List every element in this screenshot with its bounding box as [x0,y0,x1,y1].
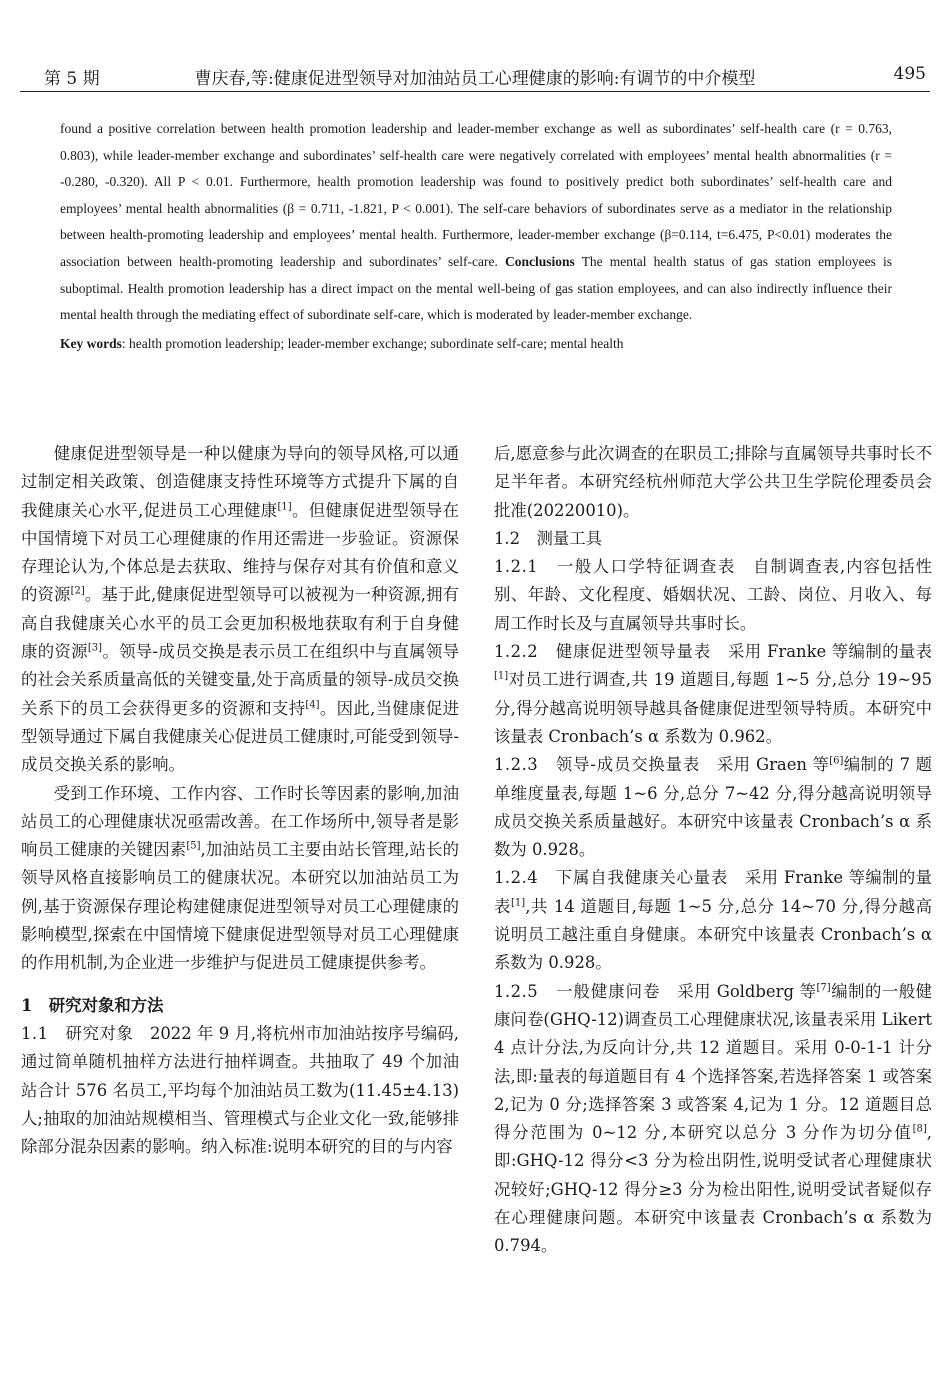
citation: [1] [277,501,292,513]
subsection-label: 1.1 研究对象 [21,1023,134,1043]
right-column [494,440,932,1261]
subsection-1-2-4: 1.2.4 下属自我健康关心量表 采用 Franke 等编制的量表[1],共 14 道题目,每题 1~5 分,总分 14~70 分,得分越高说明员工越注重自身健康。本研究中该量表 Cronbach’s α 系数为 0.928。 [494,868,932,973]
citation: [7] [816,982,831,994]
citation: [8] [912,1123,927,1135]
running-header [20,58,930,92]
subsection-label: 1.2.1 一般人口学特征调查表 [494,557,736,577]
subsection-label: 1.2.3 领导-成员交换量表 [494,755,701,775]
citation: [4] [305,699,320,711]
continued-paragraph: 后,愿意参与此次调查的在职员工;排除与直属领导共事时长不足半年者。本研究经杭州师范大学公共卫生学院伦理委员会批准(20220010)。 [494,444,932,520]
header-rule [20,91,930,92]
left-column [21,440,459,1161]
page-number: 495 [893,64,926,84]
subsection-1-2-1: 1.2.1 一般人口学特征调查表 自制调查表,内容包括性别、年龄、文化程度、婚姻状况、工龄、岗位、月收入、每周工作时长及与直属领导共事时长。 [494,557,932,633]
abstract-conclusions-text: The mental health status of gas station employees is suboptimal. Health promotion leadership has a direct impact on the mental well-being of gas station employees, and can also indirectly influence their mental health through the mediating effect of subordinate self-care, which is moderated by leader-member exchange. [60,253,893,323]
keywords-label: Key words [60,335,122,351]
citation: [5] [186,840,201,852]
subsection-1-2-5: 1.2.5 一般健康问卷 采用 Goldberg 等[7]编制的一般健康问卷(GHQ-12)调查员工心理健康状况,该量表采用 Likert 4 点计分法,为反向计分,共 12 道题目。采用 0-0-1-1 计分法,即:量表的每道题目有 4 个选择答案,若选择答案 1 或答案 2,记为 0 分;选择答案 3 或答案 4,记为 1 分。12 道题目总得分范围为 0~12 分,本研究以总分 3 分作为切分值[8],即:GHQ-12 得分<3 分为检出阴性,说明受试者心理健康状况较好;GHQ-12 得分≥3 分为检出阳性,说明受试者疑似存在心理健康问题。本研究中该量表 Cronbach’s α 系数为 0.794。 [494,981,932,1256]
citation: [1] [511,897,526,909]
intro-paragraph-1: 健康促进型领导是一种以健康为导向的领导风格,可以通过制定相关政策、创造健康支持性环境等方式提升下属的自我健康关心水平,促进员工心理健康[1]。但健康促进型领导在中国情境下对员工心理健康的作用还需进一步验证。资源保存理论认为,个体总是去获取、维持与保存对其有价值和意义的资源[2]。基于此,健康促进型领导可以被视为一种资源,拥有高自我健康关心水平的员工会更加积极地获取有利于自身健康的资源[3]。领导-成员交换是表示员工在组织中与直属领导的社会关系质量高低的关键变量,处于高质量的领导-成员交换关系下的员工会获得更多的资源和支持[4]。因此,当健康促进型领导通过下属自我健康关心促进员工健康时,可能受到领导-成员交换关系的影响。 [21,444,459,775]
conclusions-label: Conclusions [505,253,575,269]
abstract-results-text: found a positive correlation between health promotion leadership and leader-member exchange as well as subordinates’ self-health care (r = 0.763, 0.803), while leader-member exchange and subordinates’ self-health care were negatively correlated with employees’ mental health abnormalities (r = -0.280, -0.320). All P < 0.01. Furthermore, health promotion leadership was found to positively predict both subordinates’ self-health care and employees’ mental health abnormalities (β = 0.711, -1.821, P < 0.001). The self-care behaviors of subordinates serve as a mediator in the relationship between health-promoting leadership and employees’ mental health. Furthermore, leader-member exchange (β=0.114, t=6.475, P<0.01) moderates the association between health-promoting leadership and subordinates’ self-care. [60,121,892,269]
keywords [60,331,892,358]
subsection-1-2-2: 1.2.2 健康促进型领导量表 采用 Franke 等编制的量表[1]对员工进行调查,共 19 道题目,每题 1~5 分,总分 19~95 分,得分越高说明领导越具备健康促进型领导特质。本研究中该量表 Cronbach’s α 系数为 0.962。 [494,642,932,746]
citation: [2] [70,586,85,598]
citation: [6] [829,755,844,767]
issue-number: 第 5 期 [44,69,100,89]
subsection-heading: 1.2 测量工具 [494,528,603,548]
abstract-body [60,116,892,329]
english-abstract [60,116,892,357]
subsection-1-1: 1.1 研究对象 2022 年 9 月,将杭州市加油站按序号编码,通过简单随机抽样方法进行抽样调查。共抽取了 49 个加油站合计 576 名员工,平均每个加油站员工数为(11.45±4.13)人;抽取的加油站规模相当、管理模式与企业文化一致,能够排除部分混杂因素的影响。纳入标准:说明本研究的目的与内容 [21,1023,459,1157]
running-title: 曹庆春,等:健康促进型领导对加油站员工心理健康的影响:有调节的中介模型 [194,69,756,89]
citation: [1] [494,670,509,682]
intro-paragraph-2: 受到工作环境、工作内容、工作时长等因素的影响,加油站员工的心理健康状况亟需改善。在工作场所中,领导者是影响员工健康的关键因素[5],加油站员工主要由站长管理,站长的领导风格直接影响员工的健康状况。本研究以加油站员工为例,基于资源保存理论构建健康促进型领导对员工心理健康的影响模型,探索在中国情境下健康促进型领导对员工心理健康的作用机制,为企业进一步维护与促进员工健康提供参考。 [21,783,460,973]
subsection-1-2-3: 1.2.3 领导-成员交换量表 采用 Graen 等[6]编制的 7 题单维度量表,每题 1~6 分,总分 7~42 分,得分越高说明领导成员交换关系质量越好。本研究中该量表 Cronbach’s α 系数为 0.928。 [494,755,932,860]
subsection-label: 1.2.5 一般健康问卷 [494,981,661,1001]
section-heading: 1 研究对象和方法 [21,995,164,1015]
citation: [3] [87,642,103,654]
keywords-list: : health promotion leadership; leader-member exchange; subordinate self-care; mental health [121,335,624,351]
subsection-label: 1.2.4 下属自我健康关心量表 [494,868,729,888]
subsection-label: 1.2.2 健康促进型领导量表 [494,642,712,662]
